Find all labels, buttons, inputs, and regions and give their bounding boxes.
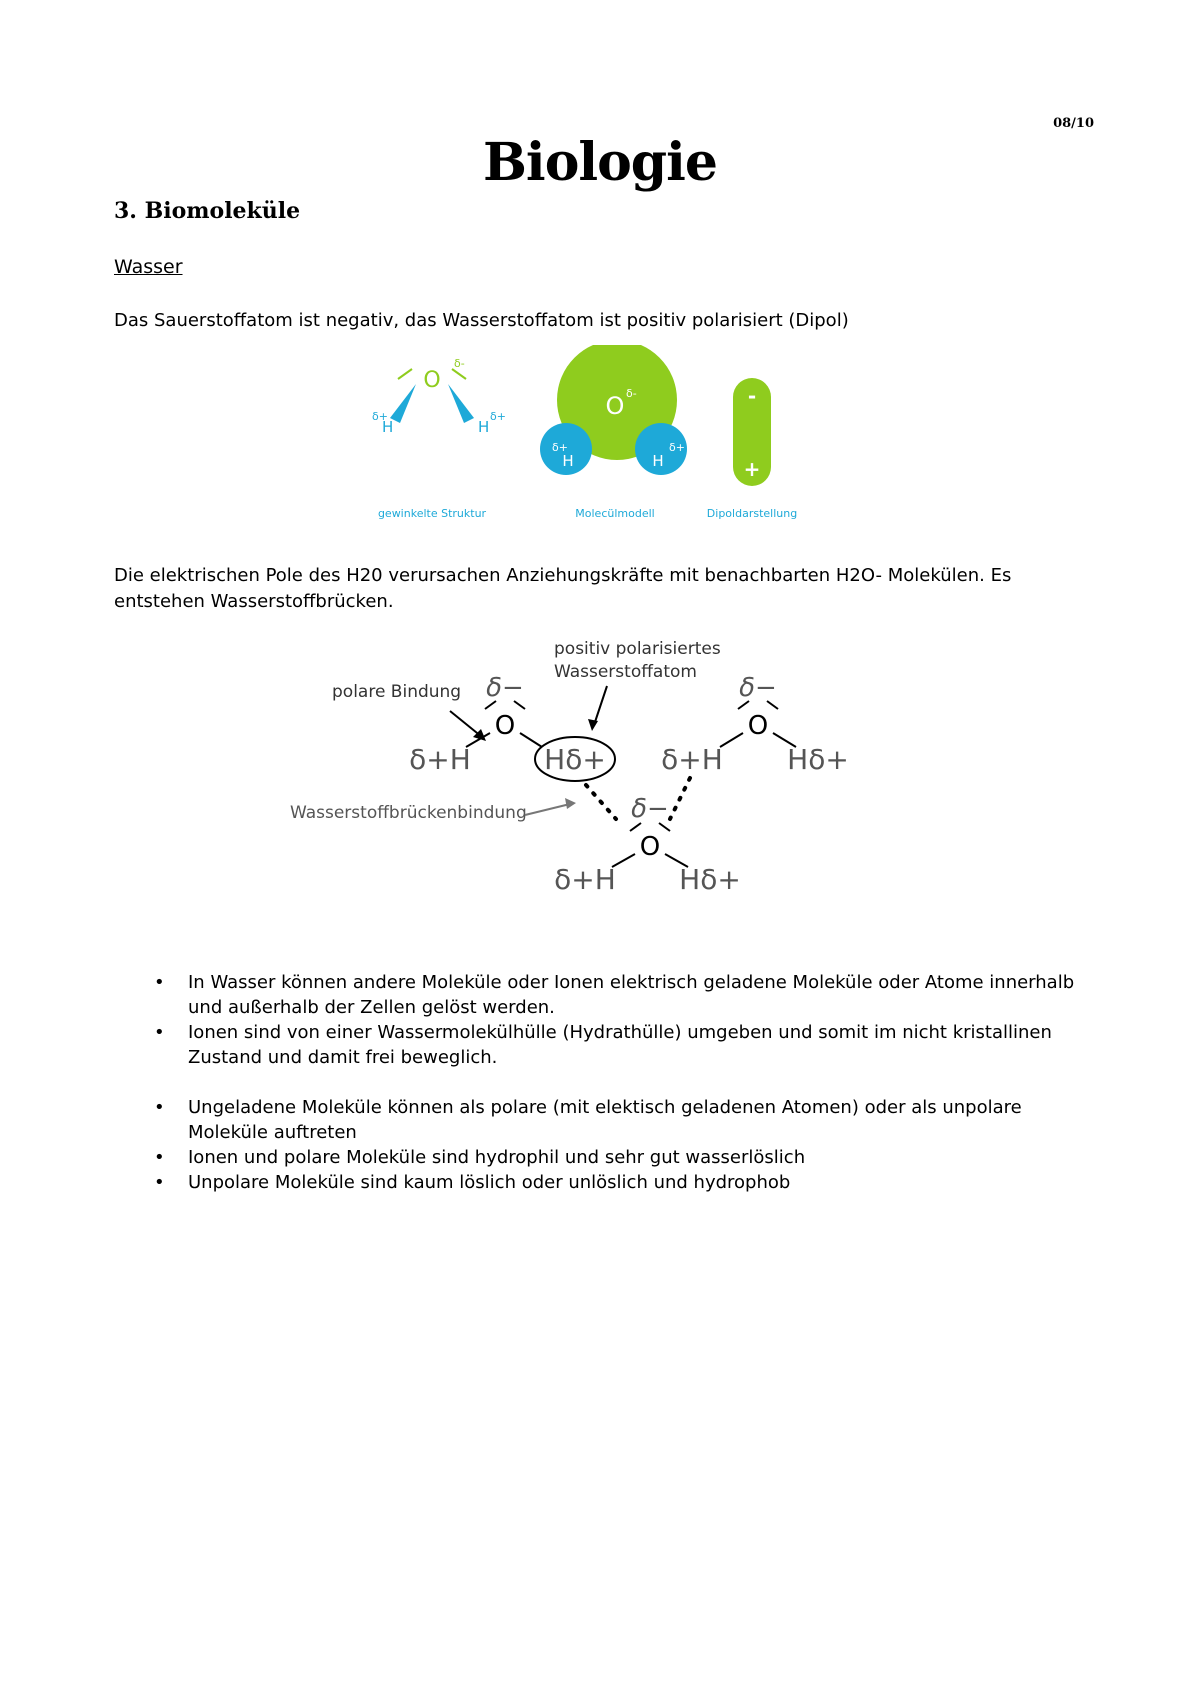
hydrogen-bond-figure: [280, 633, 900, 913]
angled-structure-diagram: [372, 357, 506, 520]
delta-minus-a: δ−: [486, 673, 524, 703]
label-hydrogen-bond: Wasserstoffbrückenbindung: [290, 803, 527, 823]
bond-a-right: [520, 733, 542, 747]
lone-pair-c-right: [659, 823, 670, 831]
subheading-water: Wasser: [114, 256, 183, 278]
struct-hydrogen-left: H: [382, 418, 394, 436]
model-delta-plus-left: δ+: [552, 441, 568, 454]
list-item: • Ungeladene Moleküle können als polare (mit elektisch geladenen Atomen) oder als unpolare Moleküle auftreten: [146, 1095, 1076, 1145]
list-item: • In Wasser können andere Moleküle oder Ionen elektrisch geladene Moleküle oder Atome innerhalb und außerhalb der Zellen gelöst werden.: [146, 970, 1076, 1020]
model-delta-minus: δ-: [626, 387, 637, 400]
list-item: • Ionen und polare Moleküle sind hydrophil und sehr gut wasserlöslich: [146, 1145, 1076, 1170]
oxygen-a: O: [494, 711, 516, 741]
delta-minus-b: δ−: [739, 673, 777, 703]
lone-pair-right: [452, 369, 466, 379]
bond-left: [390, 384, 416, 423]
hydrogen-b-left: δ+H: [661, 743, 723, 776]
hydrogen-a-left: δ+H: [409, 743, 471, 776]
lone-pair-c-left: [630, 823, 641, 831]
struct-delta-plus-left: δ+: [372, 410, 388, 423]
arrow-hydrogen-bond-head: [565, 798, 576, 809]
molecule-model-diagram: [540, 345, 687, 520]
model-delta-plus-right: δ+: [669, 441, 685, 454]
water-molecule-b: [661, 673, 849, 776]
oxygen-c: O: [639, 832, 661, 862]
bullet-list: [146, 970, 1076, 1195]
page-number: 08/10: [1053, 116, 1094, 131]
caption-dipole: Dipoldarstellung: [706, 507, 798, 520]
struct-delta-minus: δ-: [454, 357, 465, 370]
oxygen-b: O: [747, 711, 769, 741]
hydrogen-bond-right: [670, 778, 690, 819]
caption-model: Molecülmodell: [575, 507, 655, 520]
paragraph-poles: Die elektrischen Pole des H20 verursachen Anziehungskräfte mit benachbarten H2O- Molekülen. Es entstehen Wasserstoffbrücken.: [114, 565, 1012, 612]
hydrogen-c-right: Hδ+: [679, 863, 741, 896]
arrow-polarized-h: [594, 686, 607, 725]
bond-b-left: [720, 733, 743, 747]
dipole-minus: -: [747, 384, 757, 408]
model-hydrogen-right: H: [652, 452, 664, 470]
section-heading: 3. Biomoleküle: [114, 198, 301, 224]
page-title: Biologie: [482, 132, 718, 193]
model-hydrogen-left: H: [562, 452, 574, 470]
list-item: • Ionen sind von einer Wassermolekülhülle (Hydrathülle) umgeben und somit im nicht kristallinen Zustand und damit frei beweglich.: [146, 1020, 1076, 1070]
list-item: • Unpolare Moleküle sind kaum löslich oder unlöslich und hydrophob: [146, 1170, 1076, 1195]
label-polarized-h-line2: Wasserstoffatom: [554, 662, 697, 682]
bond-right: [448, 384, 474, 423]
arrow-polarized-h-head: [588, 719, 598, 731]
hydrogen-a-right: Hδ+: [544, 743, 606, 776]
hydrogen-c-left: δ+H: [554, 863, 616, 896]
water-molecule-c: [554, 794, 741, 896]
lone-pair-left: [398, 369, 412, 379]
label-polarized-h-line1: positiv polarisiertes: [554, 639, 721, 659]
label-polar-bond: polare Bindung: [332, 682, 462, 702]
caption-structure: gewinkelte Struktur: [377, 507, 487, 520]
water-molecule-figure: [370, 345, 830, 535]
model-oxygen: O: [605, 392, 625, 420]
struct-delta-plus-right: δ+: [490, 410, 506, 423]
paragraph-dipole: Das Sauerstoffatom ist negativ, das Wasserstoffatom ist positiv polarisiert (Dipol): [114, 310, 849, 331]
hydrogen-b-right: Hδ+: [787, 743, 849, 776]
hydrogen-bond-left: [586, 785, 616, 819]
delta-minus-c: δ−: [631, 794, 669, 824]
arrow-hydrogen-bond: [525, 804, 570, 815]
struct-oxygen: O: [423, 368, 441, 393]
dipole-diagram: [707, 378, 797, 520]
dipole-plus: +: [743, 457, 761, 481]
struct-hydrogen-right: H: [478, 418, 490, 436]
